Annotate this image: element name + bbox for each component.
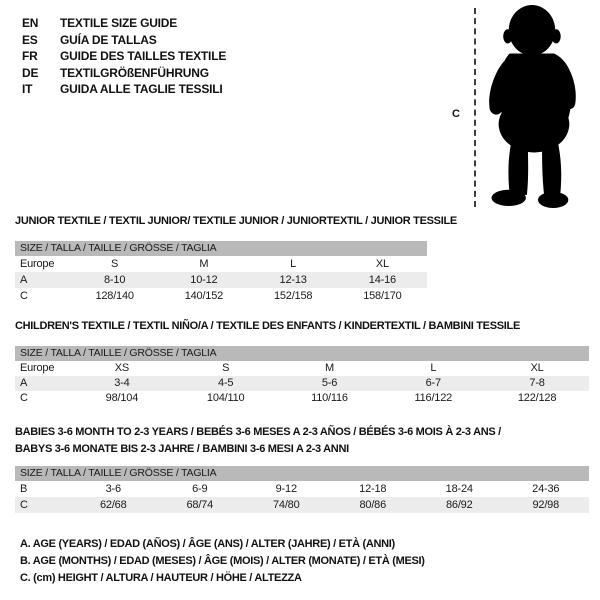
table-row (15, 481, 589, 497)
row-label: Europe (20, 362, 55, 374)
table-row (15, 497, 589, 513)
table-cell: 3-4 (114, 377, 130, 389)
language-list (22, 15, 226, 98)
language-row (22, 32, 226, 49)
language-row (22, 81, 226, 98)
language-code: DE (22, 65, 39, 80)
row-label: C (20, 392, 28, 404)
babies-section-title-line1: BABIES 3-6 MONTH TO 2-3 YEARS / BEBÉS 3-6 MESES A 2-3 AÑOS / BÉBÉS 3-6 MOIS À 2-3 ANS / (15, 426, 501, 438)
row-label: B (20, 483, 28, 495)
size-header-band: SIZE / TALLA / TAILLE / GRÖSSE / TAGLIA (15, 466, 589, 481)
table-cell: 140/152 (184, 290, 224, 302)
table-cell: XL (375, 258, 389, 270)
language-code: FR (22, 49, 38, 64)
size-header-band: SIZE / TALLA / TAILLE / GRÖSSE / TAGLIA (15, 241, 427, 256)
babies-size-table (15, 466, 589, 513)
table-cell: 116/122 (414, 392, 453, 404)
table-cell: 10-12 (190, 274, 218, 286)
height-measure-label: C (452, 108, 460, 120)
table-cell: 128/140 (95, 290, 134, 302)
table-row (15, 256, 427, 272)
language-code: EN (22, 16, 39, 30)
baby-silhouette-icon (481, 3, 593, 215)
table-cell: 9-12 (275, 483, 297, 495)
table-cell: 6-7 (425, 377, 441, 389)
language-label: TEXTILE SIZE GUIDE (60, 16, 178, 30)
table-cell: 62/68 (99, 499, 127, 511)
table-row (15, 288, 427, 304)
footnotes (20, 536, 425, 586)
footnote-b: B. AGE (MONTHS) / EDAD (MESES) / ÂGE (MOIS) / ALTER (MONATE) / ETÀ (MESI) (20, 554, 425, 567)
table-cell: 14-16 (368, 274, 396, 286)
children-size-table (15, 346, 589, 406)
table-cell: S (222, 362, 230, 374)
language-row (22, 48, 226, 65)
language-label: TEXTILGRÖßENFÜHRUNG (60, 65, 209, 80)
table-cell: M (325, 362, 334, 374)
table-cell: 74/80 (272, 499, 300, 511)
table-cell: 86/92 (445, 499, 473, 511)
table-cell: 98/104 (105, 392, 139, 404)
table-cell: 12-18 (359, 483, 387, 495)
language-label: GUIDE DES TAILLES TEXTILE (60, 49, 227, 64)
language-label: GUÍA DE TALLAS (60, 32, 157, 47)
language-row (22, 65, 226, 82)
junior-section-title: JUNIOR TEXTILE / TEXTIL JUNIOR/ TEXTILE JUNIOR / JUNIORTEXTIL / JUNIOR TESSILE (15, 215, 457, 227)
row-label: A (20, 377, 28, 389)
table-row (15, 361, 589, 376)
table-cell: 158/170 (363, 290, 402, 302)
table-cell: 92/98 (532, 499, 560, 511)
footnote-c: C. (cm) HEIGHT / ALTURA / HAUTEUR / HÖHE / ALTEZZA (20, 571, 302, 584)
table-cell: 80/86 (359, 499, 387, 511)
children-section-title: CHILDREN'S TEXTILE / TEXTIL NIÑO/A / TEXTILE DES ENFANTS / KINDERTEXTIL / BAMBINI TESSILE (15, 320, 520, 332)
table-cell: 24-36 (532, 483, 560, 495)
language-code: ES (22, 32, 38, 47)
table-cell: 7-8 (529, 377, 545, 389)
row-label: A (20, 274, 28, 286)
junior-size-table (15, 241, 427, 304)
table-cell: 4-5 (218, 377, 234, 389)
height-measure-dashed-line (474, 8, 476, 207)
table-cell: 6-9 (192, 483, 208, 495)
table-row (15, 391, 589, 406)
table-cell: L (430, 362, 437, 374)
table-cell: L (290, 258, 297, 270)
row-label: C (20, 499, 28, 511)
table-cell: 68/74 (186, 499, 214, 511)
language-row (22, 15, 226, 32)
row-label: C (20, 290, 28, 302)
table-cell: XS (114, 362, 130, 374)
table-cell: 152/158 (273, 290, 313, 302)
language-label: GUIDA ALLE TAGLIE TESSILI (60, 82, 223, 97)
size-header-band: SIZE / TALLA / TAILLE / GRÖSSE / TAGLIA (15, 346, 589, 361)
babies-section-title-line2: BABYS 3-6 MONATE BIS 2-3 JAHRE / BAMBINI 3-6 MESI A 2-3 ANNI (15, 443, 349, 455)
table-cell: 104/110 (206, 392, 245, 404)
table-cell: 18-24 (445, 483, 473, 495)
table-row (15, 272, 427, 288)
table-cell: 5-6 (321, 377, 338, 389)
language-code: IT (22, 82, 33, 97)
table-cell: XL (530, 362, 544, 374)
footnote-a: A. AGE (YEARS) / EDAD (AÑOS) / ÂGE (ANS) / ALTER (JAHRE) / ETÀ (ANNI) (20, 538, 395, 550)
table-cell: 12-13 (279, 274, 307, 286)
table-cell: S (111, 258, 119, 270)
table-cell: 3-6 (105, 483, 121, 495)
table-cell: 8-10 (104, 274, 126, 286)
table-cell: 110/116 (311, 392, 348, 404)
table-cell: 122/128 (517, 392, 557, 404)
table-row (15, 376, 589, 391)
table-cell: M (199, 258, 209, 270)
row-label: Europe (20, 258, 55, 270)
